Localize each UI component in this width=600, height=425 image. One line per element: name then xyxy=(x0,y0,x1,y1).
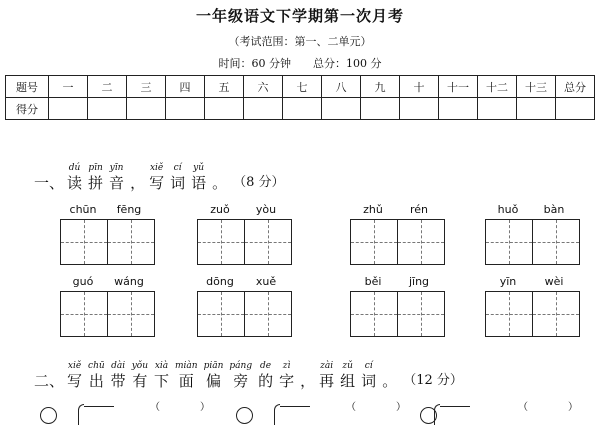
score-table-header-cell: 总分 xyxy=(556,76,595,98)
score-cell[interactable] xyxy=(361,98,400,120)
score-cell[interactable] xyxy=(556,98,595,120)
score-table-header-cell: 四 xyxy=(166,76,205,98)
annotated-char xyxy=(88,163,103,192)
char-pinyin: zài xyxy=(320,361,334,371)
period: 。 xyxy=(382,372,398,390)
pinyin-label: wèi xyxy=(544,275,564,288)
char-hanzi: 语 xyxy=(191,174,207,192)
section-2-answer-area xyxy=(0,398,600,420)
char-pinyin: zǔ xyxy=(342,361,353,371)
tianzige-box[interactable] xyxy=(398,219,445,265)
score-table-header-cell: 十一 xyxy=(439,76,478,98)
tianzige-box[interactable] xyxy=(197,291,245,337)
exam-scope: （考试范围：第一、二单元） xyxy=(228,35,372,48)
exam-time: 时间：60 分钟 xyxy=(218,57,291,70)
score-cell[interactable] xyxy=(49,98,88,120)
annotated-char xyxy=(67,163,82,192)
writing-grid xyxy=(485,219,580,265)
pinyin-label: guó xyxy=(72,275,94,288)
char-pinyin: yīn xyxy=(109,163,124,173)
char-pinyin: piān xyxy=(203,361,224,371)
tianzige-box[interactable] xyxy=(108,219,155,265)
annotated-char xyxy=(149,163,164,192)
score-cell[interactable] xyxy=(88,98,127,120)
annotated-char xyxy=(361,361,376,390)
score-table-header-cell: 一 xyxy=(49,76,88,98)
pinyin-label: běi xyxy=(364,275,382,288)
score-cell[interactable] xyxy=(244,98,283,120)
char-pinyin: dú xyxy=(68,163,81,173)
score-cell[interactable] xyxy=(400,98,439,120)
pinyin-label: bàn xyxy=(543,203,565,216)
char-pinyin: cí xyxy=(173,163,182,173)
pinyin-label: rén xyxy=(409,203,429,216)
tianzige-box[interactable] xyxy=(485,219,533,265)
exam-time-info xyxy=(0,55,600,71)
score-table-score-row xyxy=(6,98,595,120)
paren-close: ） xyxy=(568,402,578,413)
char-pinyin: xiě xyxy=(149,163,164,173)
tianzige-box[interactable] xyxy=(60,219,108,265)
char-hanzi: 面 xyxy=(178,372,194,390)
period: 。 xyxy=(212,174,228,192)
writing-grid xyxy=(60,219,155,265)
annotated-char xyxy=(191,163,206,192)
char-hanzi: 字 xyxy=(279,372,295,390)
tianzige-box[interactable] xyxy=(245,291,292,337)
pinyin-label: wáng xyxy=(114,275,144,288)
char-hanzi: 的 xyxy=(258,372,274,390)
pinyin-label: yòu xyxy=(255,203,277,216)
annotated-char xyxy=(175,361,198,390)
pinyin-label: fēng xyxy=(116,203,142,216)
char-hanzi: 有 xyxy=(132,372,148,390)
annotated-char xyxy=(204,361,224,390)
paren-close: ） xyxy=(396,402,406,413)
annotated-char xyxy=(229,361,252,390)
pinyin-label: zhǔ xyxy=(363,203,383,216)
score-table-header-cell: 题号 xyxy=(6,76,49,98)
score-table-header-cell: 五 xyxy=(205,76,244,98)
pinyin-label: jīng xyxy=(408,275,430,288)
char-hanzi: 出 xyxy=(88,372,104,390)
score-table-header-cell: 九 xyxy=(361,76,400,98)
score-cell[interactable] xyxy=(517,98,556,120)
score-cell[interactable] xyxy=(322,98,361,120)
annotated-char xyxy=(132,361,148,390)
section-1-heading xyxy=(34,163,285,192)
char-pinyin: xià xyxy=(154,361,169,371)
annotated-char xyxy=(340,361,355,390)
char-hanzi: 读 xyxy=(67,174,83,192)
char-pinyin: miàn xyxy=(175,361,198,371)
answer-line[interactable] xyxy=(440,406,470,407)
tianzige-box[interactable] xyxy=(108,291,155,337)
score-cell[interactable] xyxy=(205,98,244,120)
char-hanzi: 词 xyxy=(361,372,377,390)
char-hanzi: 写 xyxy=(67,372,83,390)
char-pinyin: páng xyxy=(229,361,253,371)
writing-grid xyxy=(350,291,445,337)
char-pinyin: chū xyxy=(88,361,105,371)
score-cell[interactable] xyxy=(166,98,205,120)
score-table-header-row xyxy=(6,76,595,98)
annotated-char xyxy=(279,361,294,390)
score-cell[interactable] xyxy=(478,98,517,120)
answer-line[interactable] xyxy=(84,406,114,407)
tianzige-box[interactable] xyxy=(350,291,398,337)
exam-total-score: 总分：100 分 xyxy=(313,57,382,70)
char-hanzi: 旁 xyxy=(233,372,249,390)
section-2-number: 二、 xyxy=(34,372,65,390)
paren-open: （ xyxy=(346,402,356,413)
writing-grid xyxy=(350,219,445,265)
score-table-header-cell: 六 xyxy=(244,76,283,98)
char-pinyin: pīn xyxy=(88,163,103,173)
score-table xyxy=(5,75,595,120)
exam-title: 一年级语文下学期第一次月考 xyxy=(195,7,404,25)
section-1-number: 一、 xyxy=(34,174,65,192)
char-pinyin: xiě xyxy=(67,361,82,371)
tianzige-box[interactable] xyxy=(245,219,292,265)
char-hanzi: 音 xyxy=(109,174,125,192)
annotated-char xyxy=(154,361,169,390)
char-hanzi: 偏 xyxy=(205,372,221,390)
bracket xyxy=(274,404,280,425)
radical-circle[interactable] xyxy=(40,407,57,424)
tianzige-box[interactable] xyxy=(398,291,445,337)
tianzige-box[interactable] xyxy=(197,219,245,265)
char-pinyin: yǔ xyxy=(193,163,205,173)
tianzige-box[interactable] xyxy=(350,219,398,265)
score-row-label: 得分 xyxy=(6,98,49,120)
char-pinyin: cí xyxy=(364,361,373,371)
answer-line[interactable] xyxy=(280,406,310,407)
char-pinyin: yǒu xyxy=(131,361,148,371)
char-hanzi: 下 xyxy=(154,372,170,390)
pinyin-label: dōng xyxy=(206,275,234,288)
tianzige-box[interactable] xyxy=(485,291,533,337)
score-table-header-cell: 三 xyxy=(127,76,166,98)
score-cell[interactable] xyxy=(127,98,166,120)
comma: ， xyxy=(300,372,316,390)
char-hanzi: 词 xyxy=(170,174,186,192)
tianzige-box[interactable] xyxy=(533,291,580,337)
section-score: （12 分） xyxy=(403,373,463,388)
score-cell[interactable] xyxy=(439,98,478,120)
tianzige-box[interactable] xyxy=(60,291,108,337)
writing-grid xyxy=(485,291,580,337)
char-hanzi: 带 xyxy=(110,372,126,390)
bracket xyxy=(78,404,84,425)
paren-open: （ xyxy=(518,402,528,413)
comma: ， xyxy=(130,174,146,192)
pinyin-label: chūn xyxy=(69,203,97,216)
char-pinyin: dài xyxy=(111,361,126,371)
annotated-char xyxy=(258,361,273,390)
score-table-header-cell: 十三 xyxy=(517,76,556,98)
writing-grid xyxy=(197,291,292,337)
tianzige-box[interactable] xyxy=(533,219,580,265)
paren-close: ） xyxy=(200,402,210,413)
annotated-char xyxy=(170,163,185,192)
char-hanzi: 拼 xyxy=(88,174,104,192)
char-hanzi: 写 xyxy=(149,174,165,192)
score-table-header-cell: 十 xyxy=(400,76,439,98)
score-table-header-cell: 二 xyxy=(88,76,127,98)
score-table-header-cell: 十二 xyxy=(478,76,517,98)
section-2-heading xyxy=(34,361,463,390)
annotated-char xyxy=(88,361,105,390)
annotated-char xyxy=(67,361,82,390)
pinyin-label: zuǒ xyxy=(210,203,230,216)
writing-grid xyxy=(197,219,292,265)
char-hanzi: 再 xyxy=(319,372,335,390)
score-table-header-cell: 七 xyxy=(283,76,322,98)
radical-circle[interactable] xyxy=(236,407,253,424)
annotated-char xyxy=(111,361,126,390)
pinyin-label: xuě xyxy=(255,275,277,288)
score-cell[interactable] xyxy=(283,98,322,120)
char-pinyin: de xyxy=(260,361,272,371)
pinyin-label: yīn xyxy=(499,275,517,288)
bracket xyxy=(434,404,440,425)
char-pinyin: zì xyxy=(282,361,291,371)
annotated-char xyxy=(109,163,124,192)
paren-open: （ xyxy=(150,402,160,413)
writing-grid xyxy=(60,291,155,337)
section-score: （8 分） xyxy=(233,175,285,190)
annotated-char xyxy=(319,361,334,390)
pinyin-label: huǒ xyxy=(497,203,519,216)
char-hanzi: 组 xyxy=(340,372,356,390)
score-table-header-cell: 八 xyxy=(322,76,361,98)
